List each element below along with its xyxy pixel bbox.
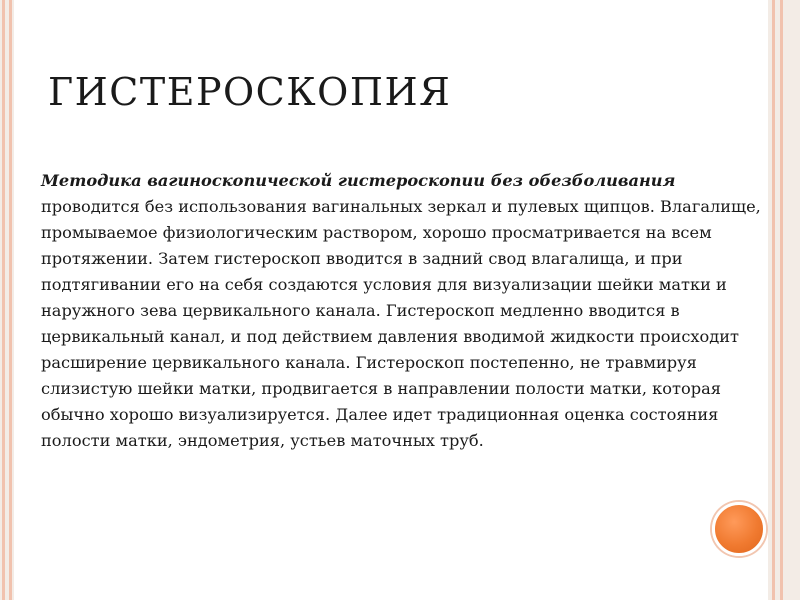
left-border-stripe-outer (2, 0, 5, 600)
right-border-stripe-outer (780, 0, 783, 600)
body-paragraph: проводится без использования вагинальных зеркал и пулевых щипцов. Влагалище, промываемое физиологическим раствором, хорошо просматривается на всем протяжении. Затем гистероскоп вводится в задний свод влагалища, и при подтягивании его на себя создаются условия для визуализации шейки матки и наружного зева цервикального канала. Гистероскоп медленно вводится в цервикальный канал, и под действием давления вводимой жидкости происходит расширение цервикального канала. Гистероскоп постепенно, не травмируя слизистую шейки матки, продвигается в направлении полости матки, которая обычно хорошо визуализируется. Далее идет традиционная оценка состояния полости матки, эндометрия, устьев маточных труб. (41, 197, 761, 450)
lead-phrase: Методика вагиноскопической гистероскопии без обезболивания (41, 171, 676, 190)
slide-title: ГИСТЕРОСКОПИЯ (48, 70, 452, 114)
orange-circle-decoration (712, 502, 766, 556)
left-border-stripe-inner (9, 0, 12, 600)
slide (14, 0, 768, 600)
slide-body-text (41, 168, 773, 454)
